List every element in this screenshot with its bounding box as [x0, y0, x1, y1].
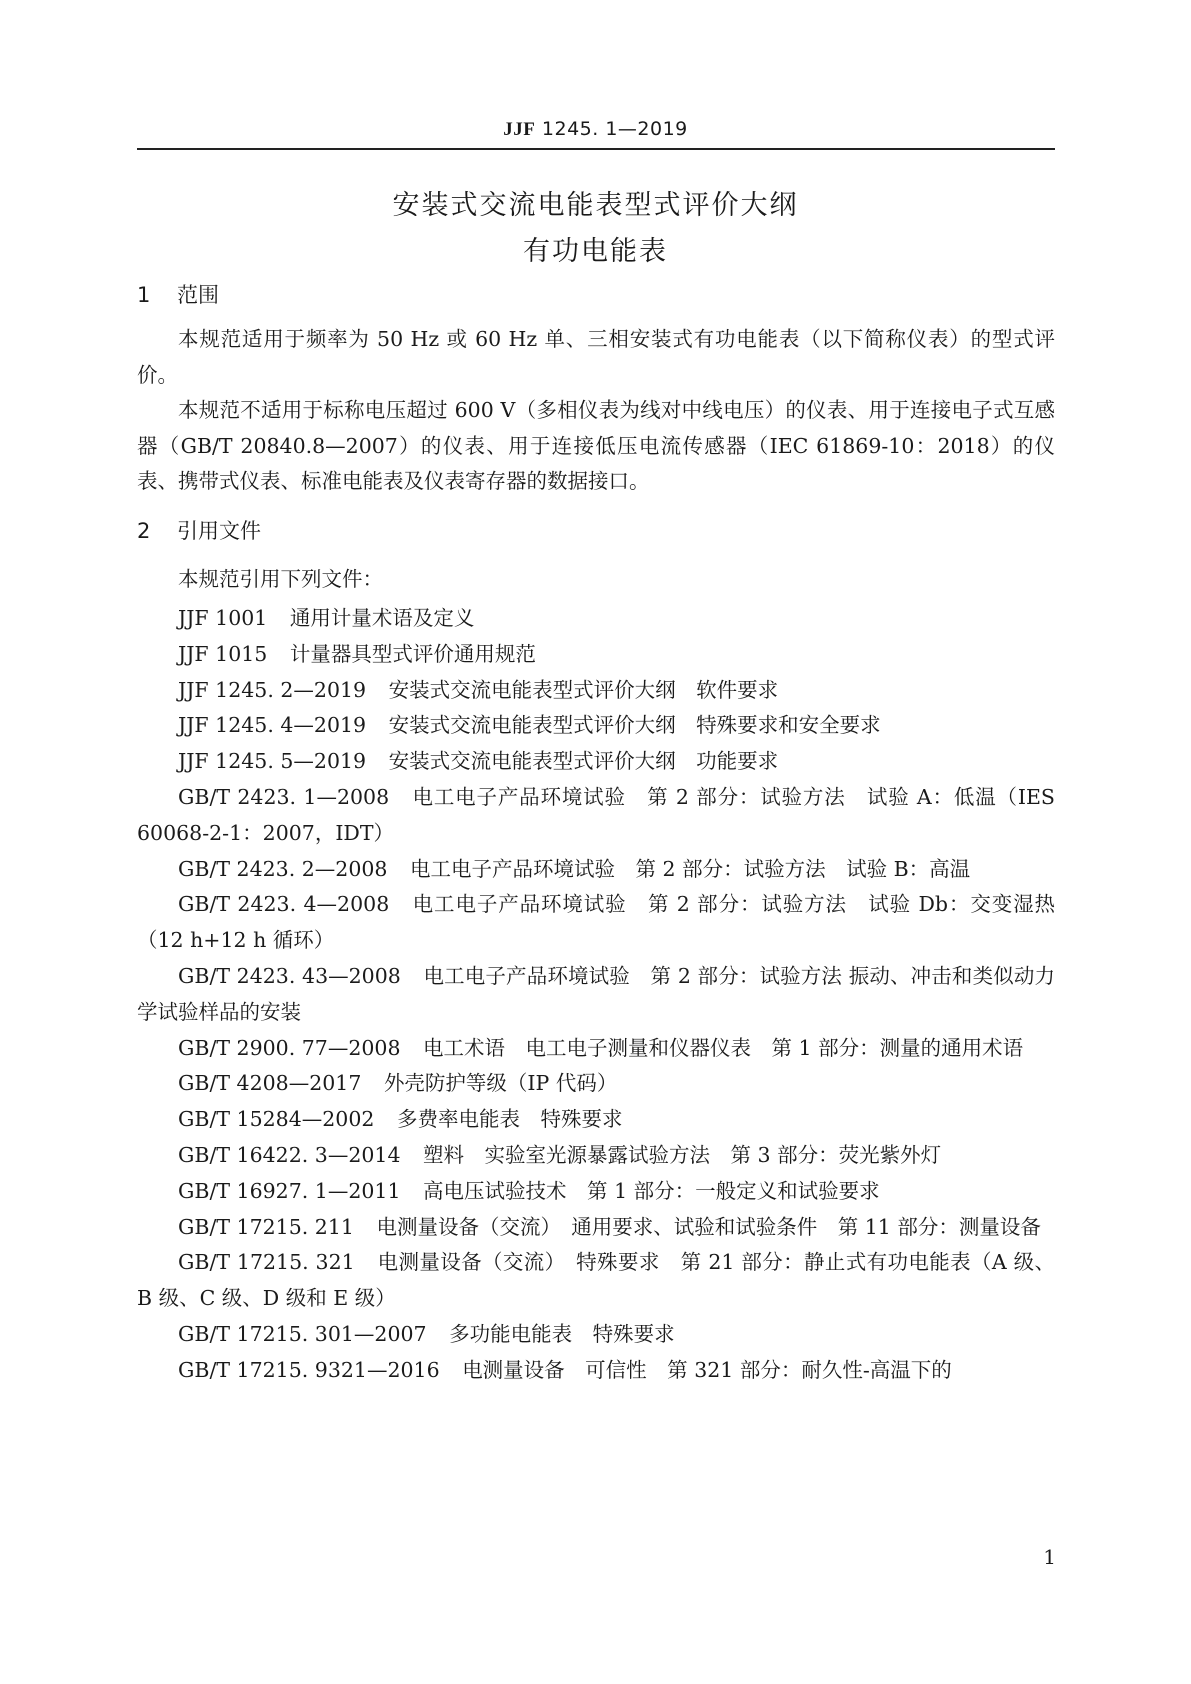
reference-item	[137, 1066, 1055, 1102]
paragraph: 本规范不适用于标称电压超过 600 V（多相仪表为线对中线电压）的仪表、用于连接电子式互感器（GB/T 20840.8—2007）的仪表、用于连接低压电流传感器（IEC 61869-10：2018）的仪表、携带式仪表、标准电能表及仪表寄存器的数据接口。	[137, 398, 1055, 494]
reference-title: 外壳防护等级（IP 代码）	[383, 1071, 618, 1096]
reference-item	[137, 1353, 1055, 1389]
reference-item	[137, 673, 1055, 709]
reference-title: 通用计量术语及定义	[289, 606, 475, 630]
reference-code: GB/T 15284—2002	[178, 1107, 375, 1132]
reference-item	[137, 1031, 1055, 1067]
reference-code: GB/T 2423. 1—2008	[178, 784, 390, 809]
section-title: 范围	[177, 283, 219, 307]
reference-code: GB/T 2423. 4—2008	[178, 892, 390, 917]
reference-title: 电测量设备（交流） 特殊要求 第 21 部分：静止式有功电能表（A 级、B 级、C 级、D 级和 E 级）	[137, 1250, 1056, 1311]
references-intro	[137, 562, 1055, 598]
reference-item	[137, 887, 1055, 959]
reference-code: GB/T 2423. 43—2008	[178, 963, 401, 988]
reference-code: GB/T 17215. 321	[178, 1250, 355, 1275]
reference-title: 安装式交流电能表型式评价大纲 功能要求	[388, 749, 779, 774]
reference-item	[137, 852, 1055, 888]
reference-title: 电工电子产品环境试验 第 2 部分：试验方法 试验 B：高温	[410, 856, 971, 881]
page-number: 1	[1043, 1545, 1056, 1569]
reference-title: 计量器具型式评价通用规范	[289, 641, 536, 666]
reference-item	[137, 780, 1055, 852]
reference-item	[137, 637, 1055, 673]
paragraph: 本规范适用于频率为 50 Hz 或 60 Hz 单、三相安装式有功电能表（以下简称仪表）的型式评价。	[137, 327, 1055, 387]
section-number: 2	[137, 519, 151, 543]
reference-code: JJF 1245. 5—2019	[178, 749, 367, 774]
reference-code: JJF 1245. 4—2019	[178, 713, 367, 738]
reference-item	[137, 1210, 1055, 1246]
document-subtitle: 有功电能表	[523, 236, 668, 267]
reference-title: 电测量设备 可信性 第 321 部分：耐久性-高温下的	[462, 1357, 952, 1382]
reference-code: JJF 1245. 2—2019	[178, 677, 367, 702]
document-title: 安装式交流电能表型式评价大纲	[392, 190, 799, 221]
reference-title: 电测量设备（交流） 通用要求、试验和试验条件 第 11 部分：测量设备	[376, 1214, 1041, 1239]
reference-item	[137, 1174, 1055, 1210]
reference-code: GB/T 17215. 9321—2016	[178, 1357, 440, 1382]
reference-item	[137, 959, 1055, 1031]
reference-item	[137, 1102, 1055, 1138]
reference-title: 多功能电能表 特殊要求	[449, 1321, 675, 1346]
reference-code: GB/T 2900. 77—2008	[178, 1035, 401, 1060]
reference-title: 安装式交流电能表型式评价大纲 软件要求	[388, 677, 779, 702]
reference-item	[137, 1317, 1055, 1353]
reference-title: 多费率电能表 特殊要求	[396, 1107, 623, 1132]
section-heading-scope	[137, 279, 219, 309]
section-title: 引用文件	[177, 519, 261, 543]
reference-title: 塑料 实验室光源暴露试验方法 第 3 部分：荧光紫外灯	[423, 1142, 942, 1167]
reference-list	[137, 601, 1055, 1389]
reference-code: GB/T 17215. 301—2007	[178, 1321, 427, 1346]
reference-code: GB/T 17215. 211	[178, 1214, 354, 1239]
reference-code: JJF 1001	[178, 606, 268, 630]
reference-code: GB/T 4208—2017	[178, 1071, 362, 1096]
reference-code: GB/T 16422. 3—2014	[178, 1142, 401, 1167]
section-body-scope	[137, 322, 1055, 500]
reference-item	[137, 1245, 1055, 1317]
section-number: 1	[137, 283, 151, 307]
paragraph: 本规范引用下列文件：	[178, 567, 383, 591]
header-divider	[137, 148, 1055, 150]
section-heading-references	[137, 515, 261, 545]
code-number: 1245. 1—2019	[541, 118, 688, 140]
reference-code: GB/T 2423. 2—2008	[178, 856, 388, 881]
reference-title: 电工电子产品环境试验 第 2 部分：试验方法 试验 Db：交变湿热（12 h+12 h 循环）	[137, 892, 1055, 953]
reference-item	[137, 1138, 1055, 1174]
reference-title: 电工电子产品环境试验 第 2 部分：试验方法 试验 A：低温（IES 60068-2-1：2007，IDT）	[137, 784, 1055, 845]
reference-item	[137, 744, 1055, 780]
reference-title: 电工术语 电工电子测量和仪器仪表 第 1 部分：测量的通用术语	[423, 1035, 1024, 1060]
reference-title: 安装式交流电能表型式评价大纲 特殊要求和安全要求	[388, 713, 881, 738]
reference-item	[137, 601, 1055, 637]
reference-title: 高电压试验技术 第 1 部分：一般定义和试验要求	[423, 1178, 880, 1203]
reference-title: 电工电子产品环境试验 第 2 部分：试验方法 振动、冲击和类似动力学试验样品的安装	[137, 963, 1056, 1024]
reference-item	[137, 708, 1055, 744]
document-code	[0, 118, 1191, 141]
reference-code: GB/T 16927. 1—2011	[178, 1178, 401, 1203]
reference-code: JJF 1015	[178, 641, 268, 666]
code-prefix: JJF	[503, 119, 536, 140]
